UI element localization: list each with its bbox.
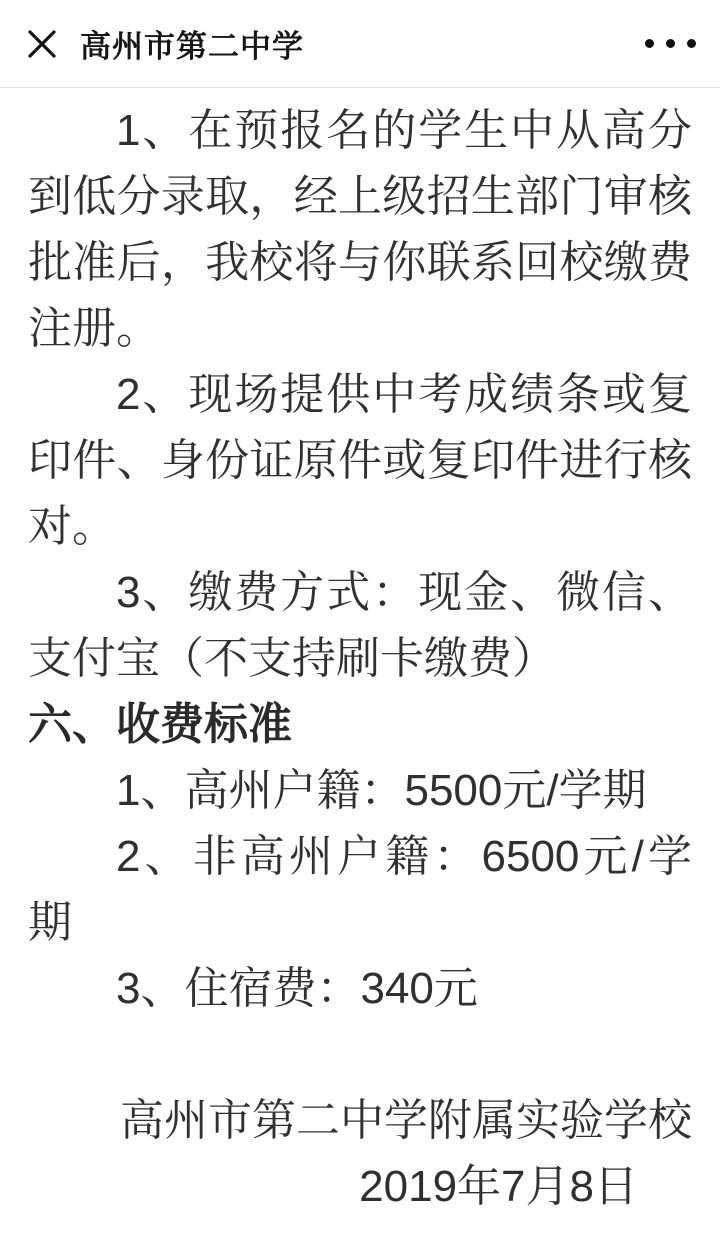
close-button[interactable] [14, 16, 70, 72]
text-line: 支付宝（不支持刷卡缴费） [28, 634, 556, 683]
text-line: 对。 [28, 502, 116, 551]
text-line: 高州市第二中学附属实验学校 [120, 1096, 692, 1145]
text-line: 期 [28, 898, 72, 947]
text-line: 六、收费标准 [28, 700, 292, 749]
text-line: 批准后，我校将与你联系回校缴费 [28, 238, 692, 287]
text-line: 1、高州户籍：5500元/学期 [116, 766, 647, 815]
blank-line [28, 1022, 692, 1088]
text-line: 3、住宿费：340元 [116, 964, 478, 1013]
close-icon [27, 29, 57, 59]
text-line: 注册。 [28, 304, 160, 353]
page-title: 高州市第二中学 [80, 29, 304, 64]
text-line: 1、在预报名的学生中从高分 [116, 106, 692, 155]
ellipsis-icon [645, 39, 696, 48]
article-body[interactable] [0, 88, 720, 1220]
titlebar [0, 0, 720, 88]
text-line: 2、非高州户籍：6500元/学 [116, 832, 692, 881]
text-line: 2、现场提供中考成绩条或复 [116, 370, 692, 419]
text-line: 到低分录取，经上级招生部门审核 [28, 172, 692, 221]
article-lines [28, 98, 692, 1220]
more-menu-button[interactable] [639, 16, 702, 72]
text-line: 印件、身份证原件或复印件进行核 [28, 436, 692, 485]
text-line: 2019年7月8日 [359, 1162, 638, 1211]
text-line: 3、缴费方式：现金、微信、 [116, 568, 692, 617]
